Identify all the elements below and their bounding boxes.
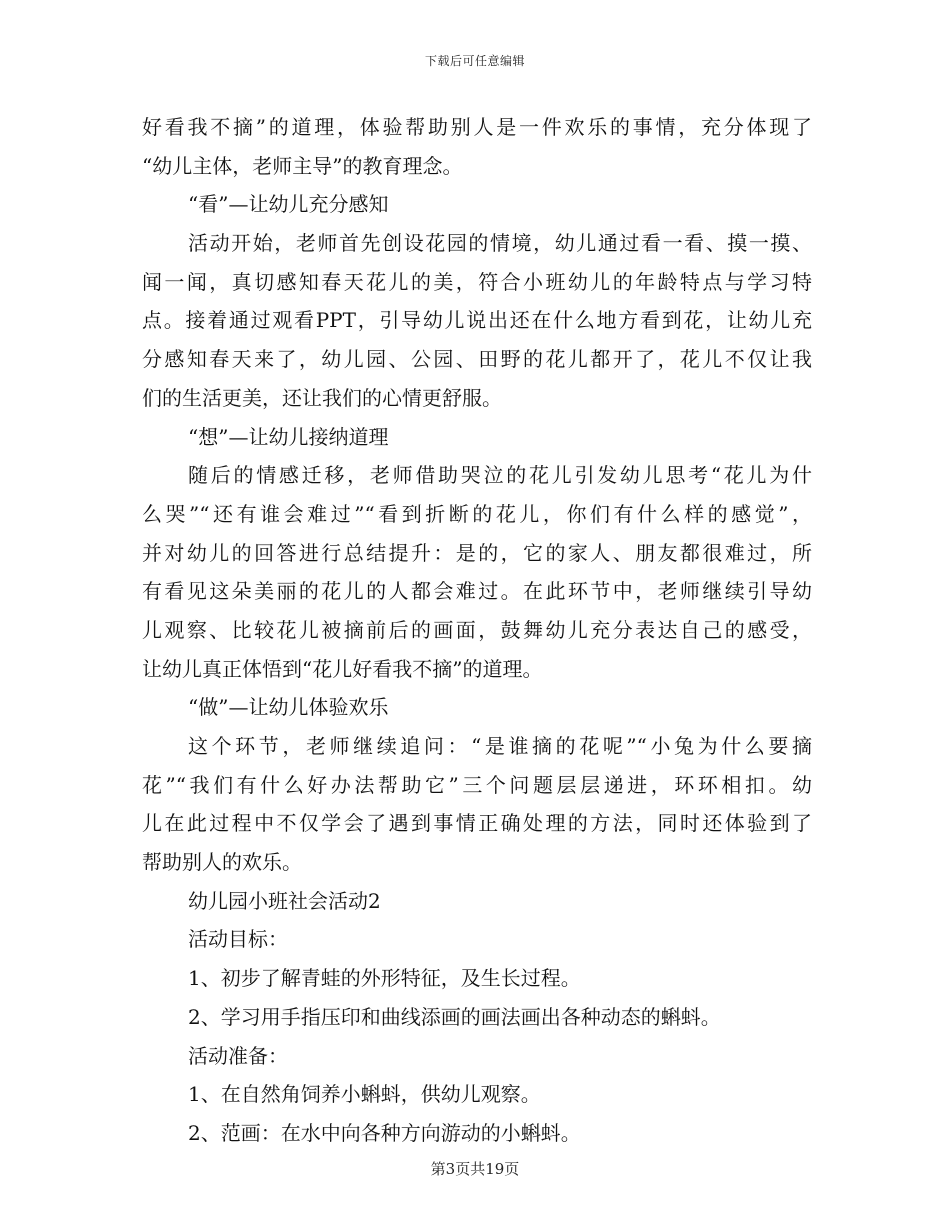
section-heading: “想”—让幼儿接纳道理 bbox=[188, 424, 389, 449]
text-line: 活动开始，老师首先创设花园的情境，幼儿通过看一看、摸一摸、 bbox=[188, 231, 812, 256]
text-line: 花”“我们有什么好办法帮助它”三个问题层层递进，环环相扣。幼 bbox=[142, 772, 812, 797]
text-line: 并对幼儿的回答进行总结提升：是的，它的家人、朋友都很难过，所 bbox=[142, 540, 812, 565]
section-title: 幼儿园小班社会活动2 bbox=[188, 888, 381, 913]
page-header: 下载后可任意编辑 bbox=[424, 54, 525, 68]
body-text bbox=[142, 108, 812, 1153]
section-heading: 活动准备： bbox=[188, 1043, 288, 1068]
list-item: 1、在自然角饲养小蝌蚪，供幼儿观察。 bbox=[188, 1082, 541, 1107]
text-line: 儿在此过程中不仅学会了遇到事情正确处理的方法，同时还体验到了 bbox=[142, 811, 812, 836]
text-line: 么哭”“还有谁会难过”“看到折断的花儿，你们有什么样的感觉”， bbox=[142, 501, 812, 526]
text-line: 闻一闻，真切感知春天花儿的美，符合小班幼儿的年龄特点与学习特 bbox=[142, 269, 812, 294]
list-item: 2、学习用手指压印和曲线添画的画法画出各种动态的蝌蚪。 bbox=[188, 1004, 721, 1029]
section-heading: “看”—让幼儿充分感知 bbox=[188, 192, 389, 217]
text-line: 好看我不摘”的道理，体验帮助别人是一件欢乐的事情，充分体现了 bbox=[142, 115, 812, 139]
text-line: 这个环节，老师继续追问：“是谁摘的花呢”“小兔为什么要摘 bbox=[188, 734, 812, 758]
text-line: 让幼儿真正体悟到“花儿好看我不摘”的道理。 bbox=[142, 656, 543, 681]
text-line: 分感知春天来了，幼儿园、公园、田野的花儿都开了，花儿不仅让我 bbox=[142, 347, 812, 372]
page-number: 第3页共19页 bbox=[430, 1160, 520, 1178]
text-line: “幼儿主体，老师主导”的教育理念。 bbox=[142, 153, 463, 178]
text-line: 们的生活更美，还让我们的心情更舒服。 bbox=[142, 385, 502, 410]
list-item: 1、初步了解青蛙的外形特征，及生长过程。 bbox=[188, 966, 581, 991]
text-line: 有看见这朵美丽的花儿的人都会难过。在此环节中，老师继续引导幼 bbox=[142, 579, 812, 604]
section-heading: “做”—让幼儿体验欢乐 bbox=[188, 695, 389, 720]
list-item: 2、范画：在水中向各种方向游动的小蝌蚪。 bbox=[188, 1120, 581, 1145]
text-line: 帮助别人的欢乐。 bbox=[142, 850, 302, 875]
text-line: 随后的情感迁移，老师借助哭泣的花儿引发幼儿思考“花儿为什 bbox=[188, 463, 812, 488]
section-heading: 活动目标： bbox=[188, 927, 288, 952]
text-line: 点。接着通过观看PPT，引导幼儿说出还在什么地方看到花，让幼儿充 bbox=[142, 308, 812, 333]
text-line: 儿观察、比较花儿被摘前后的画面，鼓舞幼儿充分表达自己的感受， bbox=[142, 617, 812, 642]
